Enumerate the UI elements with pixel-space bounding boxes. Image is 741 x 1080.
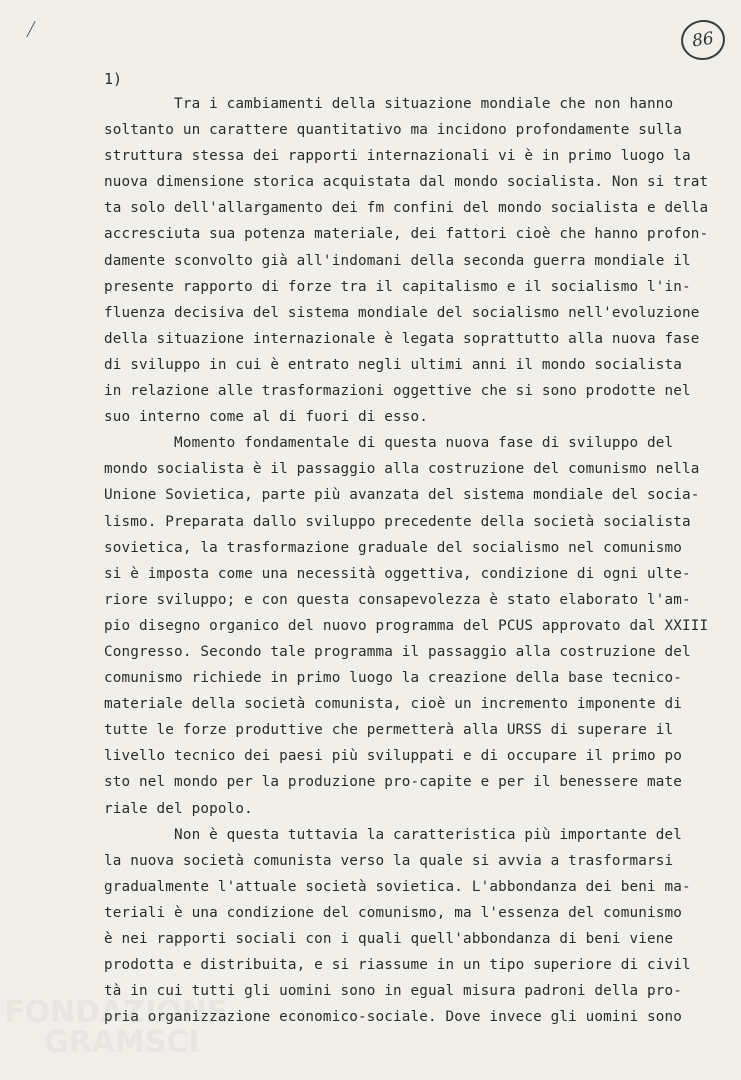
page-number: 86: [678, 17, 727, 63]
text-line: comunismo richiede in primo luogo la creazione della base tecnico-: [104, 670, 682, 687]
text-line: riale del popolo.: [104, 800, 253, 817]
text-line: è nei rapporti sociali con i quali quell'abbondanza di beni viene: [104, 931, 674, 947]
text-line: pio disegno organico del nuovo programma del PCUS approvato dal XXIII: [104, 617, 709, 634]
text-line: Non è questa tuttavia la caratteristica più importante del: [104, 826, 682, 843]
text-line: della situazione internazionale è legata soprattutto alla nuova fase: [104, 330, 700, 347]
text-line: ta solo dell'allargamento dei fm confini del mondo socialista e della: [104, 200, 709, 217]
text-line: Momento fondamentale di questa nuova fase di sviluppo del: [104, 435, 674, 452]
text-line: nuova dimensione storica acquistata dal mondo socialista. Non si trat: [104, 174, 709, 191]
text-line: riore sviluppo; e con questa consapevolezza è stato elaborato l'am-: [104, 591, 691, 608]
archive-watermark: FONDAZIONE GRAMSCI: [4, 995, 228, 1060]
text-line: di sviluppo in cui è entrato negli ultimi anni il mondo socialista: [104, 356, 682, 373]
text-line: fluenza decisiva del sistema mondiale del socialismo nell'evoluzione: [104, 304, 700, 321]
text-line: livello tecnico dei paesi più sviluppati e di occupare il primo po: [104, 748, 682, 765]
text-line: sto nel mondo per la produzione pro-capite e per il benessere mate: [104, 774, 682, 791]
text-line: tà in cui tutti gli uomini sono in egual misura padroni della pro-: [104, 983, 682, 1000]
text-line: materiale della società comunista, cioè un incremento imponente di: [104, 696, 682, 713]
text-line: Unione Sovietica, parte più avanzata del sistema mondiale del socia-: [104, 487, 700, 504]
text-line: Congresso. Secondo tale programma il passaggio alla costruzione del: [104, 643, 691, 660]
pen-mark: [26, 21, 42, 41]
text-line: accresciuta sua potenza materiale, dei fattori cioè che hanno profon-: [104, 226, 709, 243]
text-line: in relazione alle trasformazioni oggettive che si sono prodotte nel: [104, 383, 691, 400]
text-line: Tra i cambiamenti della situazione mondiale che non hanno: [104, 96, 674, 112]
text-line: tutte le forze produttive che permetterà alla URSS di superare il: [104, 722, 674, 739]
text-line: la nuova società comunista verso la quale si avvia a trasformarsi: [104, 852, 674, 869]
text-line: lismo. Preparata dallo sviluppo precedente della società socialista: [104, 513, 691, 530]
text-line: prodotta e distribuita, e si riassume in un tipo superiore di civil: [104, 957, 691, 974]
text-line: suo interno come al di fuori di esso.: [104, 409, 429, 426]
text-line: presente rapporto di forze tra il capitalismo e il socialismo l'in-: [104, 278, 691, 295]
text-line: si è imposta come una necessità oggettiva, condizione di ogni ulte-: [104, 565, 691, 582]
text-line: struttura stessa dei rapporti internazionali vi è in primo luogo la: [104, 148, 691, 165]
text-line: mondo socialista è il passaggio alla costruzione del comunismo nella: [104, 461, 700, 478]
text-line: soltanto un carattere quantitativo ma incidono profondamente sulla: [104, 122, 682, 139]
text-line: pria organizzazione economico-sociale. Dove invece gli uomini sono: [104, 1009, 682, 1026]
text-line: teriali è una condizione del comunismo, ma l'essenza del comunismo: [104, 904, 682, 921]
text-line: sovietica, la trasformazione graduale del socialismo nel comunismo: [104, 539, 682, 556]
text-line: gradualmente l'attuale società sovietica. L'abbondanza dei beni ma-: [104, 878, 691, 895]
typewritten-text: [104, 91, 709, 1030]
section-number: 1): [104, 70, 123, 88]
text-line: damente sconvolto già all'indomani della seconda guerra mondiale il: [104, 252, 691, 269]
